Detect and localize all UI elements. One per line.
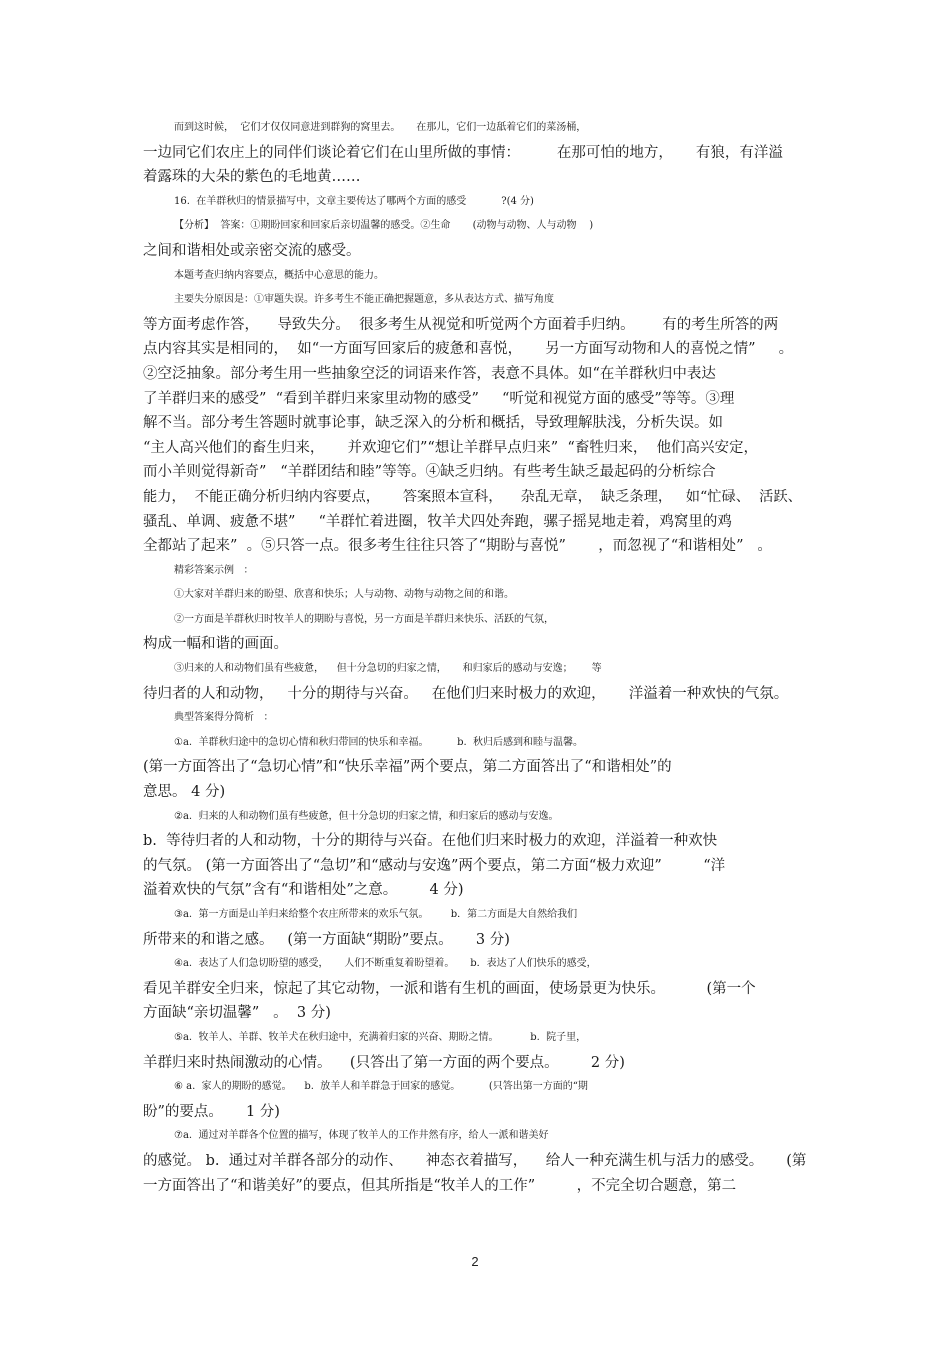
text-line: ③a. 第一方面是山羊归来给整个农庄所带来的欢乐气氛。 b．第二方面是大自然给我们: [174, 909, 578, 920]
text-line: ⑤a. 牧羊人、羊群、牧羊犬在秋归途中，充满着归家的兴奋、期盼之情。 b. 院子里，: [174, 1031, 587, 1043]
text-line: 方面缺“亲切温馨” 。 3 分): [143, 1005, 331, 1022]
text-line: 意思。 4 分): [143, 784, 226, 801]
text-line: 看见羊群安全归来，惊起了其它动物，一派和谐有生机的画面，使场景更为快乐。 (第一个: [143, 980, 756, 997]
section-heading: 典型答案得分简析 ：: [174, 712, 274, 724]
text-line: ⑦a. 通过对羊群各个位置的描写，体现了牧羊人的工作井然有序，给人一派和谐美好: [174, 1130, 549, 1142]
text-line: 的感觉。 b. 通过对羊群各部分的动作、 神态衣着描写， 给人一种充满生机与活力的感受。 (第: [143, 1152, 807, 1169]
text-line: 待归者的人和动物， 十分的期待与兴奋。 在他们归来时极力的欢迎， 洋溢着一种欢快的气氛。: [143, 685, 789, 702]
text-line: 一边同它们农庄上的同伴们谈论着它们在山里所做的事情： 在那可怕的地方， 有狼，有洋溢: [143, 144, 783, 161]
text-line: 了羊群归来的感受” “看到羊群归来家里动物的感受” “听觉和视觉方面的感受”等等。③理: [143, 390, 735, 407]
text-line: 能力， 不能正确分析归纳内容要点， 答案照本宣科， 杂乱无章， 缺乏条理， 如“忙碌、 活跃、: [143, 488, 802, 505]
text-line: 主要失分原因是：①审题失误。许多考生不能正确把握题意，多从表达方式、描写角度: [174, 294, 554, 306]
text-line: ③归来的人和动物们虽有些疲惫， 但十分急切的归家之情， 和归家后的感动与安逸； 等: [174, 663, 602, 675]
text-line: b. 等待归者的人和动物，十分的期待与兴奋。在他们归来时极力的欢迎，洋溢着一种欢快: [143, 833, 718, 850]
question-16: 16. 在羊群秋归的情景描写中，文章主要传达了哪两个方面的感受 ?(4 分): [174, 195, 534, 207]
text-line: ⑥ a. 家人的期盼的感觉。 b. 放羊人和羊群急于回家的感觉。 (只答出第一方面的“期: [174, 1081, 588, 1093]
section-heading: 精彩答案示例 ：: [174, 564, 254, 576]
text-line: 之间和谐相处或亲密交流的感受。: [143, 242, 361, 259]
text-line: ②一方面是羊群秋归时牧羊人的期盼与喜悦，另一方面是羊群归来快乐、活跃的气氛，: [174, 613, 554, 625]
text-line: 的气氛。 (第一方面答出了“急切”和“感动与安逸”两个要点，第二方面“极力欢迎” “洋: [143, 857, 726, 874]
text-line: 溢着欢快的气氛”含有“和谐相处”之意。 4 分): [143, 882, 464, 899]
text-line: 盼”的要点。 1 分): [143, 1103, 280, 1120]
text-line: 全都站了起来” 。⑤只答一点。很多考生往往只答了“期盼与喜悦” ，而忽视了“和谐相处” 。: [143, 538, 772, 555]
page-number: 2: [471, 1254, 479, 1269]
text-line: ④a. 表达了人们急切盼望的感受， 人们不断重复着盼望着。 b．表达了人们快乐的感受，: [174, 958, 597, 970]
text-line: 一方面答出了“和谐美好”的要点，但其所指是“牧羊人的工作” ，不完全切合题意，第二: [143, 1177, 737, 1194]
text-line: ①a. 羊群秋归途中的急切心情和秋归带回的快乐和幸福。 b. 秋归后感到和睦与温馨。: [174, 736, 584, 748]
text-line: (第一方面答出了“急切心情”和“快乐幸福”两个要点，第二方面答出了“和谐相处”的: [143, 759, 672, 776]
text-line: 而小羊则觉得新奇” “羊群团结和睦”等等。④缺乏归纳。有些考生缺乏最起码的分析综合: [143, 464, 716, 481]
text-line: 而到这时候， 它们才仅仅同意进到群狗的窝里去。 在那儿，它们一边舐着它们的菜汤桶，: [174, 122, 587, 133]
text-line: 骚乱、单调、疲惫不堪” “羊群忙着进圈，牧羊犬四处奔跑，骡子摇晃地走着，鸡窝里的鸡: [143, 513, 732, 530]
text-line: ①大家对羊群归来的盼望、欣喜和快乐；人与动物、动物与动物之间的和谐。: [174, 589, 514, 601]
page-body: [143, 116, 808, 1198]
text-line: “主人高兴他们的畜生归来， 并欢迎它们”“想让羊群早点归来” “畜牲归来， 他们高兴安定，: [143, 439, 759, 456]
text-line: ②空泛抽象。部分考生用一些抽象空泛的词语来作答，表意不具体。如“在羊群秋归中表达: [143, 365, 716, 382]
text-line: 着露珠的大朵的紫色的毛地黄……: [143, 169, 361, 186]
text-line: 所带来的和谐之感。 (第一方面缺“期盼”要点。 3 分): [143, 931, 510, 948]
answer-analysis: 【分析】 答案：①期盼回家和回家后亲切温馨的感受。②生命 (动物与动物、人与动物 ): [174, 220, 594, 232]
text-line: 解不当。部分考生答题时就事论事，缺乏深入的分析和概括，导致理解肤浅，分析失误。如: [143, 415, 723, 432]
text-line: ②a. 归来的人和动物们虽有些疲惫，但十分急切的归家之情，和归家后的感动与安逸。: [174, 810, 559, 822]
text-line: 构成一幅和谐的画面。: [143, 636, 288, 653]
text-line: 羊群归来时热闹激动的心情。 (只答出了第一方面的两个要点。 2 分): [143, 1054, 625, 1071]
text-line: 点内容其实是相同的， 如“一方面写回家后的疲惫和喜悦， 另一方面写动物和人的喜悦之情” 。: [143, 341, 794, 358]
text-line: 本题考查归纳内容要点，概括中心意思的能力。: [174, 269, 384, 281]
text-line: 等方面考虑作答， 导致失分。 很多考生从视觉和听觉两个方面着手归纳。 有的考生所答的两: [143, 316, 779, 333]
